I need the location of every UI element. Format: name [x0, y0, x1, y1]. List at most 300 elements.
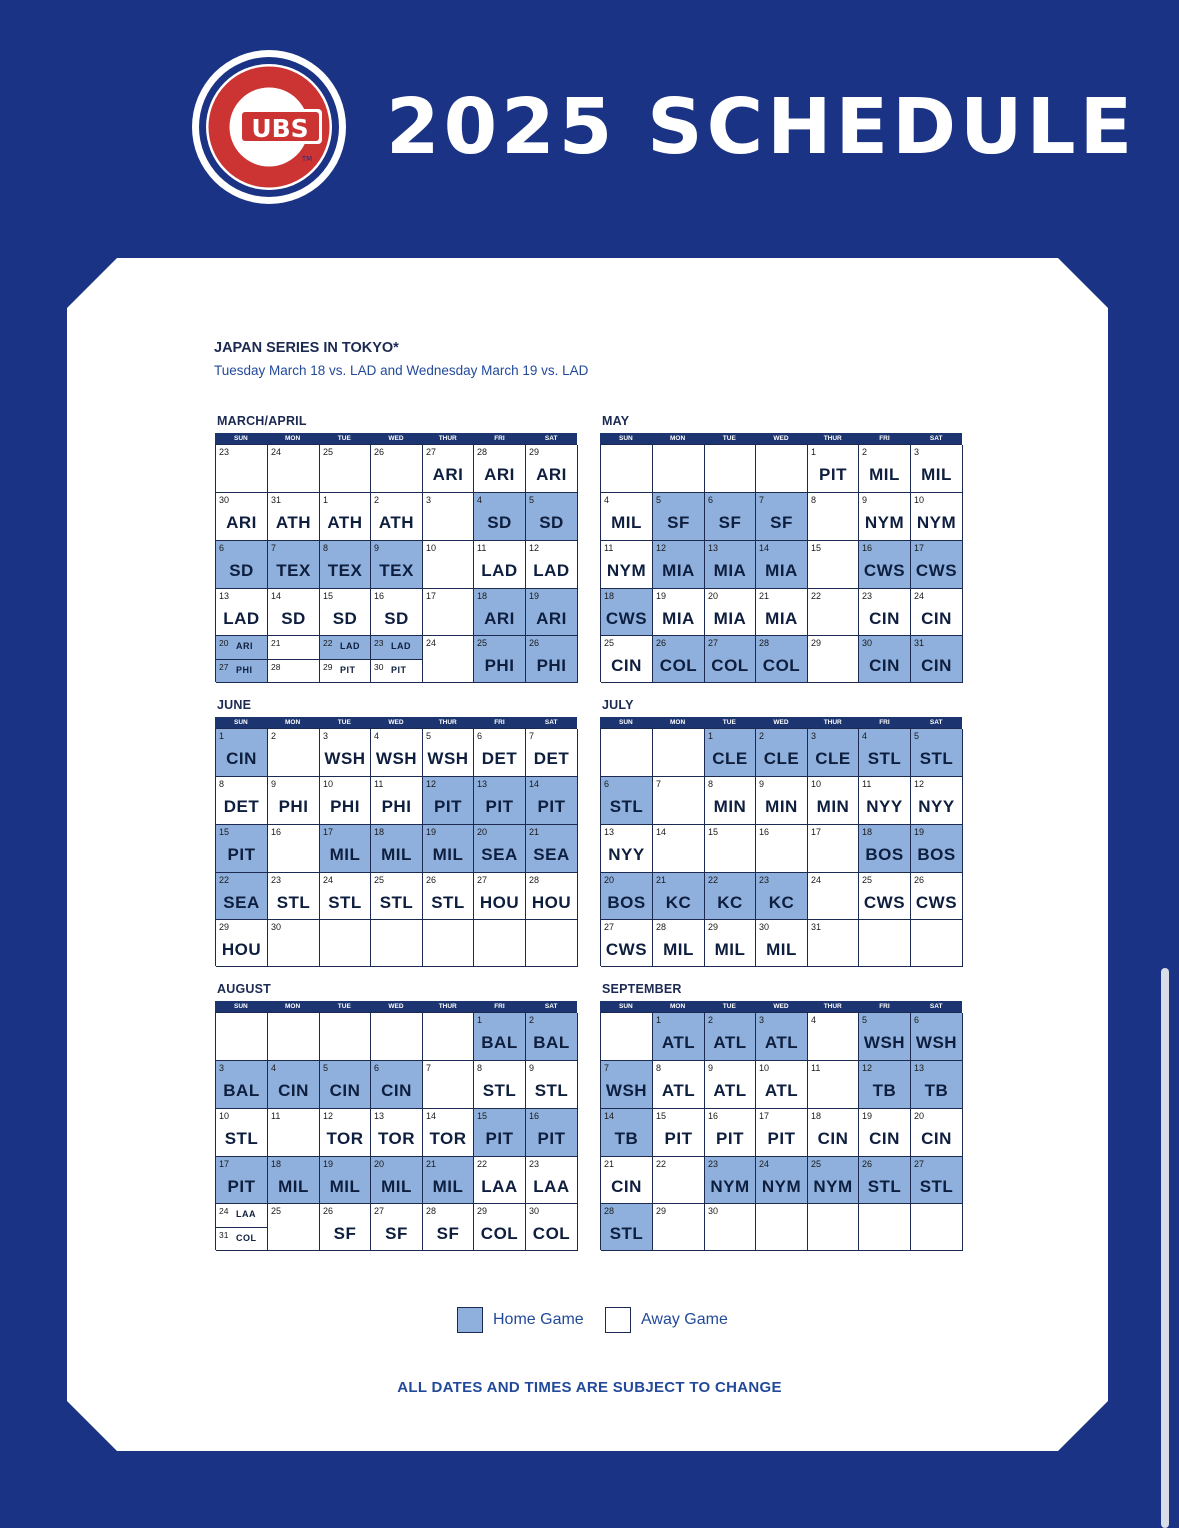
day-cell	[320, 660, 371, 684]
day-cell	[320, 1204, 371, 1251]
day-header: MON	[284, 719, 301, 726]
day-cell	[808, 1157, 859, 1204]
day-header: THUR	[823, 1003, 842, 1010]
day-number: 20	[708, 591, 719, 601]
day-cell	[911, 493, 963, 541]
opponent: PHI	[484, 656, 515, 675]
day-number: 22	[811, 591, 822, 601]
day-cell	[705, 493, 756, 541]
day-number: 5	[914, 731, 920, 741]
opponent: CIN	[869, 1129, 900, 1148]
opponent: WSH	[605, 1081, 648, 1100]
day-number: 26	[862, 1159, 873, 1169]
day-header: WED	[773, 435, 789, 442]
day-cell	[705, 873, 756, 920]
day-cell	[216, 1228, 268, 1252]
day-cell	[859, 445, 911, 493]
opponent: SD	[332, 609, 358, 628]
opponent: ATL	[764, 1081, 799, 1100]
page-title: 2025 SCHEDULE	[386, 83, 1137, 172]
day-cell	[653, 729, 705, 777]
day-number: 24	[271, 447, 282, 457]
day-number: 8	[219, 779, 225, 789]
day-cell	[474, 445, 526, 493]
day-header: WED	[773, 719, 789, 726]
day-number: 6	[374, 1063, 380, 1073]
day-number: 12	[323, 1111, 334, 1121]
day-number: 16	[708, 1111, 719, 1121]
day-header: SAT	[544, 719, 558, 726]
day-cell	[423, 1157, 474, 1204]
day-cell	[423, 1013, 474, 1061]
day-header: FRI	[494, 1003, 505, 1010]
opponent: BAL	[533, 1033, 570, 1052]
day-number: 1	[323, 495, 329, 505]
day-cell	[216, 1157, 268, 1204]
opponent: NYY	[608, 845, 645, 864]
day-cell	[756, 1157, 808, 1204]
opponent: MIA	[662, 609, 695, 628]
day-cell	[268, 1157, 320, 1204]
day-number: 2	[374, 495, 380, 505]
day-number: 19	[862, 1111, 873, 1121]
day-cell	[859, 1157, 911, 1204]
day-header: WED	[773, 1003, 789, 1010]
day-cell	[911, 873, 963, 920]
day-number: 27	[374, 1206, 385, 1216]
day-cell	[474, 1013, 526, 1061]
day-cell	[808, 1204, 859, 1251]
day-number: 19	[656, 591, 667, 601]
calendar-grid	[600, 444, 962, 682]
day-cell	[756, 1109, 808, 1157]
day-cell	[653, 873, 705, 920]
opponent: LAA	[481, 1177, 518, 1196]
day-number: 17	[323, 827, 334, 837]
day-number: 24	[426, 638, 437, 648]
day-number: 15	[708, 827, 719, 837]
day-number: 4	[374, 731, 380, 741]
day-number: 28	[759, 638, 770, 648]
day-cell	[423, 1204, 474, 1251]
day-number: 22	[219, 875, 230, 885]
opponent: ATL	[713, 1081, 747, 1100]
day-number: 25	[604, 638, 615, 648]
day-header: TUE	[722, 719, 736, 726]
day-cell	[601, 1109, 653, 1157]
opponent: COL	[532, 1224, 571, 1243]
day-cell	[474, 777, 526, 825]
day-cell	[859, 920, 911, 967]
day-number: 10	[219, 1111, 230, 1121]
day-number: 12	[914, 779, 925, 789]
day-cell	[601, 873, 653, 920]
opponent: PHI	[381, 797, 412, 816]
day-number: 25	[477, 638, 488, 648]
day-cell	[320, 1109, 371, 1157]
day-number: 30	[708, 1206, 719, 1216]
opponent: WSH	[915, 1033, 958, 1052]
opponent: MIL	[278, 1177, 309, 1196]
day-cell	[653, 445, 705, 493]
opponent: CIN	[817, 1129, 849, 1148]
day-number: 23	[708, 1159, 719, 1169]
day-number: 17	[426, 591, 437, 601]
opponent: TB	[614, 1129, 639, 1148]
day-cell	[808, 1109, 859, 1157]
opponent: WSH	[324, 749, 366, 768]
day-cell	[653, 920, 705, 967]
opponent: PIT	[340, 664, 356, 675]
opponent: PHI	[278, 797, 309, 816]
day-number: 30	[862, 638, 873, 648]
day-cell	[705, 1013, 756, 1061]
day-cell	[216, 493, 268, 541]
day-header: FRI	[494, 719, 505, 726]
opponent: PIT	[537, 1129, 566, 1148]
day-cell	[808, 777, 859, 825]
day-cell	[320, 920, 371, 967]
day-number: 29	[219, 922, 230, 932]
day-number: 14	[656, 827, 667, 837]
day-number: 17	[914, 543, 925, 553]
day-cell	[653, 589, 705, 636]
day-cell	[911, 729, 963, 777]
opponent: ATL	[661, 1081, 696, 1100]
day-header: SAT	[544, 435, 558, 442]
day-number: 19	[426, 827, 437, 837]
day-cell	[526, 777, 578, 825]
opponent: MIL	[381, 1177, 412, 1196]
opponent: SF	[333, 1224, 357, 1243]
day-header: FRI	[494, 435, 505, 442]
day-header: SAT	[544, 1003, 558, 1010]
opponent: LAD	[223, 609, 260, 628]
opponent: CWS	[863, 893, 906, 912]
day-cell	[653, 636, 705, 683]
day-cell	[268, 825, 320, 873]
away-swatch	[605, 1307, 631, 1333]
day-cell	[756, 541, 808, 589]
day-header: THUR	[823, 719, 842, 726]
opponent: TEX	[276, 561, 311, 580]
day-cell	[601, 589, 653, 636]
day-number: 4	[604, 495, 610, 505]
legend-away	[605, 1306, 728, 1334]
opponent: KC	[768, 893, 795, 912]
day-cell	[808, 541, 859, 589]
day-cell	[423, 541, 474, 589]
day-cell	[268, 541, 320, 589]
day-cell	[216, 1013, 268, 1061]
day-cell	[320, 1157, 371, 1204]
day-cell	[371, 729, 423, 777]
day-number: 2	[759, 731, 765, 741]
day-number: 13	[219, 591, 230, 601]
day-number: 10	[811, 779, 822, 789]
opponent: STL	[328, 893, 362, 912]
day-number: 26	[426, 875, 437, 885]
day-number: 17	[811, 827, 822, 837]
opponent: SF	[718, 513, 742, 532]
day-cell	[216, 660, 268, 684]
opponent: HOU	[221, 940, 262, 959]
day-number: 18	[477, 591, 488, 601]
day-cell	[474, 920, 526, 967]
opponent: ARI	[484, 465, 515, 484]
opponent: MIA	[713, 561, 747, 580]
day-number: 23	[529, 1159, 540, 1169]
day-cell	[859, 873, 911, 920]
day-number: 25	[811, 1159, 822, 1169]
opponent: WSH	[375, 749, 418, 768]
opponent: MIL	[329, 845, 361, 864]
day-cell	[320, 777, 371, 825]
day-number: 16	[374, 591, 385, 601]
opponent: STL	[379, 893, 414, 912]
day-cell	[756, 636, 808, 683]
day-number: 3	[811, 731, 817, 741]
day-cell	[216, 541, 268, 589]
day-number: 3	[323, 731, 329, 741]
day-cell	[756, 920, 808, 967]
day-cell	[268, 445, 320, 493]
day-number: 28	[271, 661, 281, 672]
opponent: TOR	[326, 1129, 364, 1148]
opponent: CWS	[605, 609, 648, 628]
opponent: PIT	[537, 797, 566, 816]
scrollbar[interactable]	[1161, 968, 1169, 1528]
day-cell	[216, 636, 268, 660]
opponent: CIN	[278, 1081, 309, 1100]
day-number: 24	[811, 875, 822, 885]
day-number: 14	[271, 591, 282, 601]
day-cell	[526, 541, 578, 589]
day-cell	[756, 729, 808, 777]
day-number: 18	[862, 827, 873, 837]
day-cell	[601, 445, 653, 493]
day-number: 14	[604, 1111, 615, 1121]
day-number: 23	[862, 591, 873, 601]
opponent: MIA	[662, 561, 695, 580]
day-number: 5	[323, 1063, 329, 1073]
opponent: NYM	[606, 561, 647, 580]
opponent: COL	[659, 656, 698, 675]
day-cell	[808, 589, 859, 636]
day-header: SUN	[233, 719, 248, 726]
day-number: 25	[862, 875, 873, 885]
day-cell	[526, 1204, 578, 1251]
day-cell	[653, 1109, 705, 1157]
day-number: 7	[759, 495, 765, 505]
day-cell	[371, 777, 423, 825]
day-header: SAT	[929, 435, 943, 442]
calendar-grid	[215, 728, 577, 966]
day-number: 11	[271, 1111, 281, 1121]
day-number: 23	[759, 875, 770, 885]
opponent: KC	[717, 893, 743, 912]
opponent: CWS	[605, 940, 648, 959]
day-cell	[371, 920, 423, 967]
japan-series-title: JAPAN SERIES IN TOKYO*	[214, 340, 399, 356]
opponent: PHI	[330, 797, 360, 816]
opponent: SF	[770, 513, 793, 532]
legend-home-label: Home Game	[493, 1311, 584, 1328]
day-header-row	[215, 717, 577, 728]
day-cell	[371, 825, 423, 873]
day-cell	[859, 1013, 911, 1061]
opponent: CIN	[329, 1081, 361, 1100]
day-cell	[601, 777, 653, 825]
day-number: 5	[862, 1015, 868, 1025]
day-header: TUE	[722, 1003, 736, 1010]
day-number: 6	[914, 1015, 920, 1025]
day-number: 13	[604, 827, 615, 837]
opponent: HOU	[531, 893, 572, 912]
day-cell	[474, 1204, 526, 1251]
opponent: COL	[480, 1224, 519, 1243]
day-number: 21	[271, 638, 281, 648]
day-header: MON	[284, 1003, 301, 1010]
day-number: 16	[862, 543, 873, 553]
day-number: 6	[219, 543, 225, 553]
day-cell	[268, 1109, 320, 1157]
day-cell	[526, 1013, 578, 1061]
opponent: TOR	[377, 1129, 416, 1148]
day-number: 21	[656, 875, 667, 885]
day-cell	[423, 1109, 474, 1157]
day-number: 31	[219, 1229, 229, 1240]
opponent: CIN	[381, 1081, 412, 1100]
day-cell	[474, 825, 526, 873]
opponent: DET	[223, 797, 260, 816]
opponent: MIL	[714, 940, 746, 959]
opponent: PIT	[767, 1129, 796, 1148]
day-number: 13	[708, 543, 719, 553]
day-cell	[705, 825, 756, 873]
day-cell	[601, 1157, 653, 1204]
day-number: 10	[759, 1063, 770, 1073]
opponent: SF	[385, 1224, 408, 1243]
day-number: 9	[759, 779, 765, 789]
day-number: 30	[271, 922, 282, 932]
day-number: 8	[708, 779, 714, 789]
opponent: CIN	[226, 749, 257, 768]
day-number: 17	[219, 1159, 230, 1169]
opponent: SF	[436, 1224, 460, 1243]
day-cell	[320, 589, 371, 636]
day-cell	[526, 920, 578, 967]
day-header: THUR	[438, 435, 457, 442]
opponent: PIT	[819, 465, 847, 484]
day-number: 28	[529, 875, 540, 885]
day-cell	[216, 920, 268, 967]
day-number: 21	[759, 591, 770, 601]
month-name: JUNE	[217, 698, 252, 712]
day-cell	[601, 636, 653, 683]
day-cell	[859, 493, 911, 541]
day-cell	[705, 1061, 756, 1109]
opponent: COL	[711, 656, 749, 675]
opponent: PIT	[485, 797, 514, 816]
day-cell	[859, 1109, 911, 1157]
day-cell	[371, 1013, 423, 1061]
opponent: SD	[487, 513, 512, 532]
day-cell	[320, 825, 371, 873]
opponent: STL	[609, 1224, 644, 1243]
day-cell	[601, 1204, 653, 1251]
day-header: SAT	[929, 719, 943, 726]
day-number: 20	[219, 638, 229, 648]
opponent: PHI	[536, 656, 567, 675]
opponent: NYM	[761, 1177, 802, 1196]
day-number: 30	[529, 1206, 540, 1216]
day-header: SUN	[618, 719, 633, 726]
day-number: 7	[426, 1063, 432, 1073]
day-cell	[601, 1061, 653, 1109]
opponent: PIT	[227, 1177, 256, 1196]
day-cell	[601, 493, 653, 541]
opponent: TOR	[429, 1129, 467, 1148]
day-number: 2	[708, 1015, 714, 1025]
day-cell	[423, 493, 474, 541]
day-number: 20	[914, 1111, 925, 1121]
disclaimer: ALL DATES AND TIMES ARE SUBJECT TO CHANGE	[397, 1379, 782, 1396]
day-cell	[371, 1204, 423, 1251]
day-number: 12	[529, 543, 540, 553]
opponent: STL	[224, 1129, 259, 1148]
day-number: 11	[604, 543, 614, 553]
day-number: 9	[271, 779, 277, 789]
day-header-row	[215, 1001, 577, 1012]
day-number: 13	[374, 1111, 385, 1121]
day-cell	[320, 445, 371, 493]
day-cell	[423, 825, 474, 873]
day-cell	[526, 729, 578, 777]
day-cell	[911, 920, 963, 967]
day-number: 10	[323, 779, 334, 789]
opponent: MIL	[869, 465, 900, 484]
day-cell	[423, 589, 474, 636]
opponent: CIN	[869, 609, 900, 628]
day-cell	[859, 1204, 911, 1251]
opponent: STL	[919, 1177, 954, 1196]
day-header-row	[600, 717, 962, 728]
day-number: 30	[759, 922, 770, 932]
opponent: BOS	[865, 845, 904, 864]
day-header: THUR	[823, 435, 842, 442]
opponent: MIL	[611, 513, 642, 532]
day-cell	[911, 825, 963, 873]
opponent: NYY	[866, 797, 903, 816]
opponent: MIN	[765, 797, 798, 816]
opponent: PIT	[391, 664, 407, 675]
opponent: STL	[919, 749, 954, 768]
legend-home	[457, 1306, 584, 1334]
day-header: MON	[669, 435, 686, 442]
day-cell	[526, 825, 578, 873]
opponent: CLE	[712, 749, 748, 768]
calendar-grid	[215, 1012, 577, 1250]
day-number: 31	[811, 922, 822, 932]
day-number: 12	[426, 779, 437, 789]
opponent: BOS	[607, 893, 646, 912]
day-cell	[474, 636, 526, 683]
day-number: 11	[862, 779, 872, 789]
day-cell	[911, 1109, 963, 1157]
day-cell	[859, 825, 911, 873]
day-cell	[216, 873, 268, 920]
